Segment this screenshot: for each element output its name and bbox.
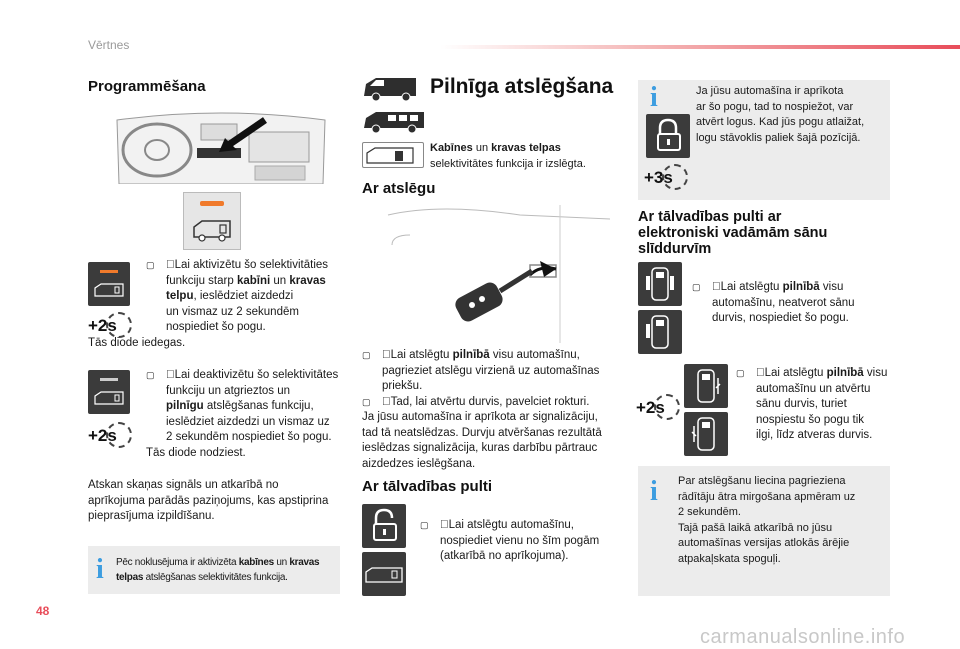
page-number: 48: [36, 604, 50, 618]
default-info-text: Pēc noklusējuma ir aktivizēta kabīnes un kravas telpas atslēgšanas selektivitātes funkcija.: [116, 557, 320, 583]
remote-instructions: ▢ Lai atslēgtu automašīnu, nospiediet vienu no šīm pogām (atkarībā no aprīkojuma).: [420, 519, 600, 562]
van-top-view-icon: [638, 262, 682, 306]
van-icon: [192, 215, 234, 243]
button-led-on-icon: [88, 262, 130, 306]
selectivity-button-illustration: [183, 192, 241, 250]
door-key-illustration: [380, 205, 614, 343]
dashboard-illustration: [115, 110, 327, 184]
default-info-box: [88, 546, 340, 594]
led-indicator: [200, 201, 224, 206]
windows-info-text: Ja jūsu automašīna ir aprīkota ar šo pogu, tad to nospiežot, var atvērt logus. Kad jūs pogu atlaižat, logu stāvoklis paliek šajā pozīcijā.: [696, 85, 865, 144]
header-gradient-rule: [440, 45, 960, 49]
no-doors-instructions: ▢ Lai atslēgtu pilnībā visu automašīnu, neatverot sānu durvis, nospiediet šo pogu.: [692, 281, 855, 324]
van-icon-large: [362, 76, 418, 102]
hold-2s-badge-2: +2s: [86, 422, 130, 452]
info-icon-2: i: [650, 82, 658, 113]
padlock-button-icon: [646, 114, 690, 158]
van-unlock-button-icon: [362, 552, 406, 596]
programming-heading: Programmēšana: [88, 78, 206, 95]
unlock-signal-info-text: Par atslēgšanu liecina pagrieziena rādītāju ātra mirgošana apmēram uz 2 sekundēm. Tajā pašā laikā atkarībā no jūsu automašīnas versijas atlokās ārējie atpakaļskata spoguļi.: [678, 475, 856, 565]
section-label: Vērtnes: [88, 38, 130, 52]
with-key-heading: Ar atslēgu: [362, 180, 436, 197]
full-unlock-description: Kabīnes un kravas telpas selektivitātes funkcija ir izslēgta.: [430, 142, 586, 170]
with-remote-heading: Ar tālvadības pulti: [362, 478, 493, 495]
deactivate-instructions: ▢ Lai deaktivizētu šo selektivitātes funkciju un atgrieztos un pilnīgu atslēgšanas funkciju, ieslēdziet aizdedzi un vismaz uz 2 sekundēm nospiediet šo pogu. Tās diode nodziest.: [146, 369, 339, 459]
activate-instructions: ▢ Lai aktivizētu šo selektivitāties funkciju starp kabīni un kravas telpu, ieslēdziet aizdedzi un vismaz uz 2 sekundēm nospiediet šo pogu.: [146, 259, 329, 333]
hold-3s-badge: +3s: [644, 164, 690, 194]
sliding-doors-heading: Ar tālvadības pulti ar elektroniski vadāmām sānu slīddurvīm: [638, 209, 828, 257]
unlock-button-illustration: [362, 142, 424, 168]
van-top-view-icon-2: [638, 310, 682, 354]
button-led-off-icon: [88, 370, 130, 414]
confirmation-note: Atskan skaņas signāls un atkarībā no aprīkojuma parādās paziņojums, kas apstiprina pieprasījuma izpildīšanu.: [88, 479, 329, 522]
info-icon: i: [96, 554, 104, 585]
minibus-icon: [362, 110, 426, 134]
open-doors-instructions: ▢ Lai atslēgtu pilnībā visu automašīnu un atvērtu sānu durvis, turiet nospiestu šo pogu tik ilgi, līdz atveras durvis.: [736, 367, 888, 441]
led-on-result: Tās diode iedegas.: [88, 337, 186, 349]
full-unlocking-heading: Pilnīga atslēgšana: [430, 75, 614, 98]
windows-info-box: [638, 80, 890, 200]
sliding-door-icon-2: [684, 412, 728, 456]
unlock-signal-info-box: [638, 466, 890, 596]
hold-2s-badge: +2s: [86, 312, 130, 342]
hold-2s-badge-3: +2s: [636, 394, 682, 424]
info-icon-3: i: [650, 476, 658, 507]
unlock-padlock-icon: [362, 504, 406, 548]
sliding-door-icon: [684, 364, 728, 408]
key-instructions: ▢ Lai atslēgtu pilnībā visu automašīnu, pagrieziet atslēgu virzienā uz automašīnas priekšu. ▢ Tad, lai atvērtu durvis, pavelciet rokturi. Ja jūsu automašīna ir aprīkota ar signalizāciju, tad tā neatslēdzas. Durvju atvēršanas rezultātā ieslēdzas signalizācija, kuras darbību pārtrauc aizdedzes ieslēgšana.: [362, 349, 602, 470]
watermark-text: carmanualsonline.info: [700, 626, 906, 648]
